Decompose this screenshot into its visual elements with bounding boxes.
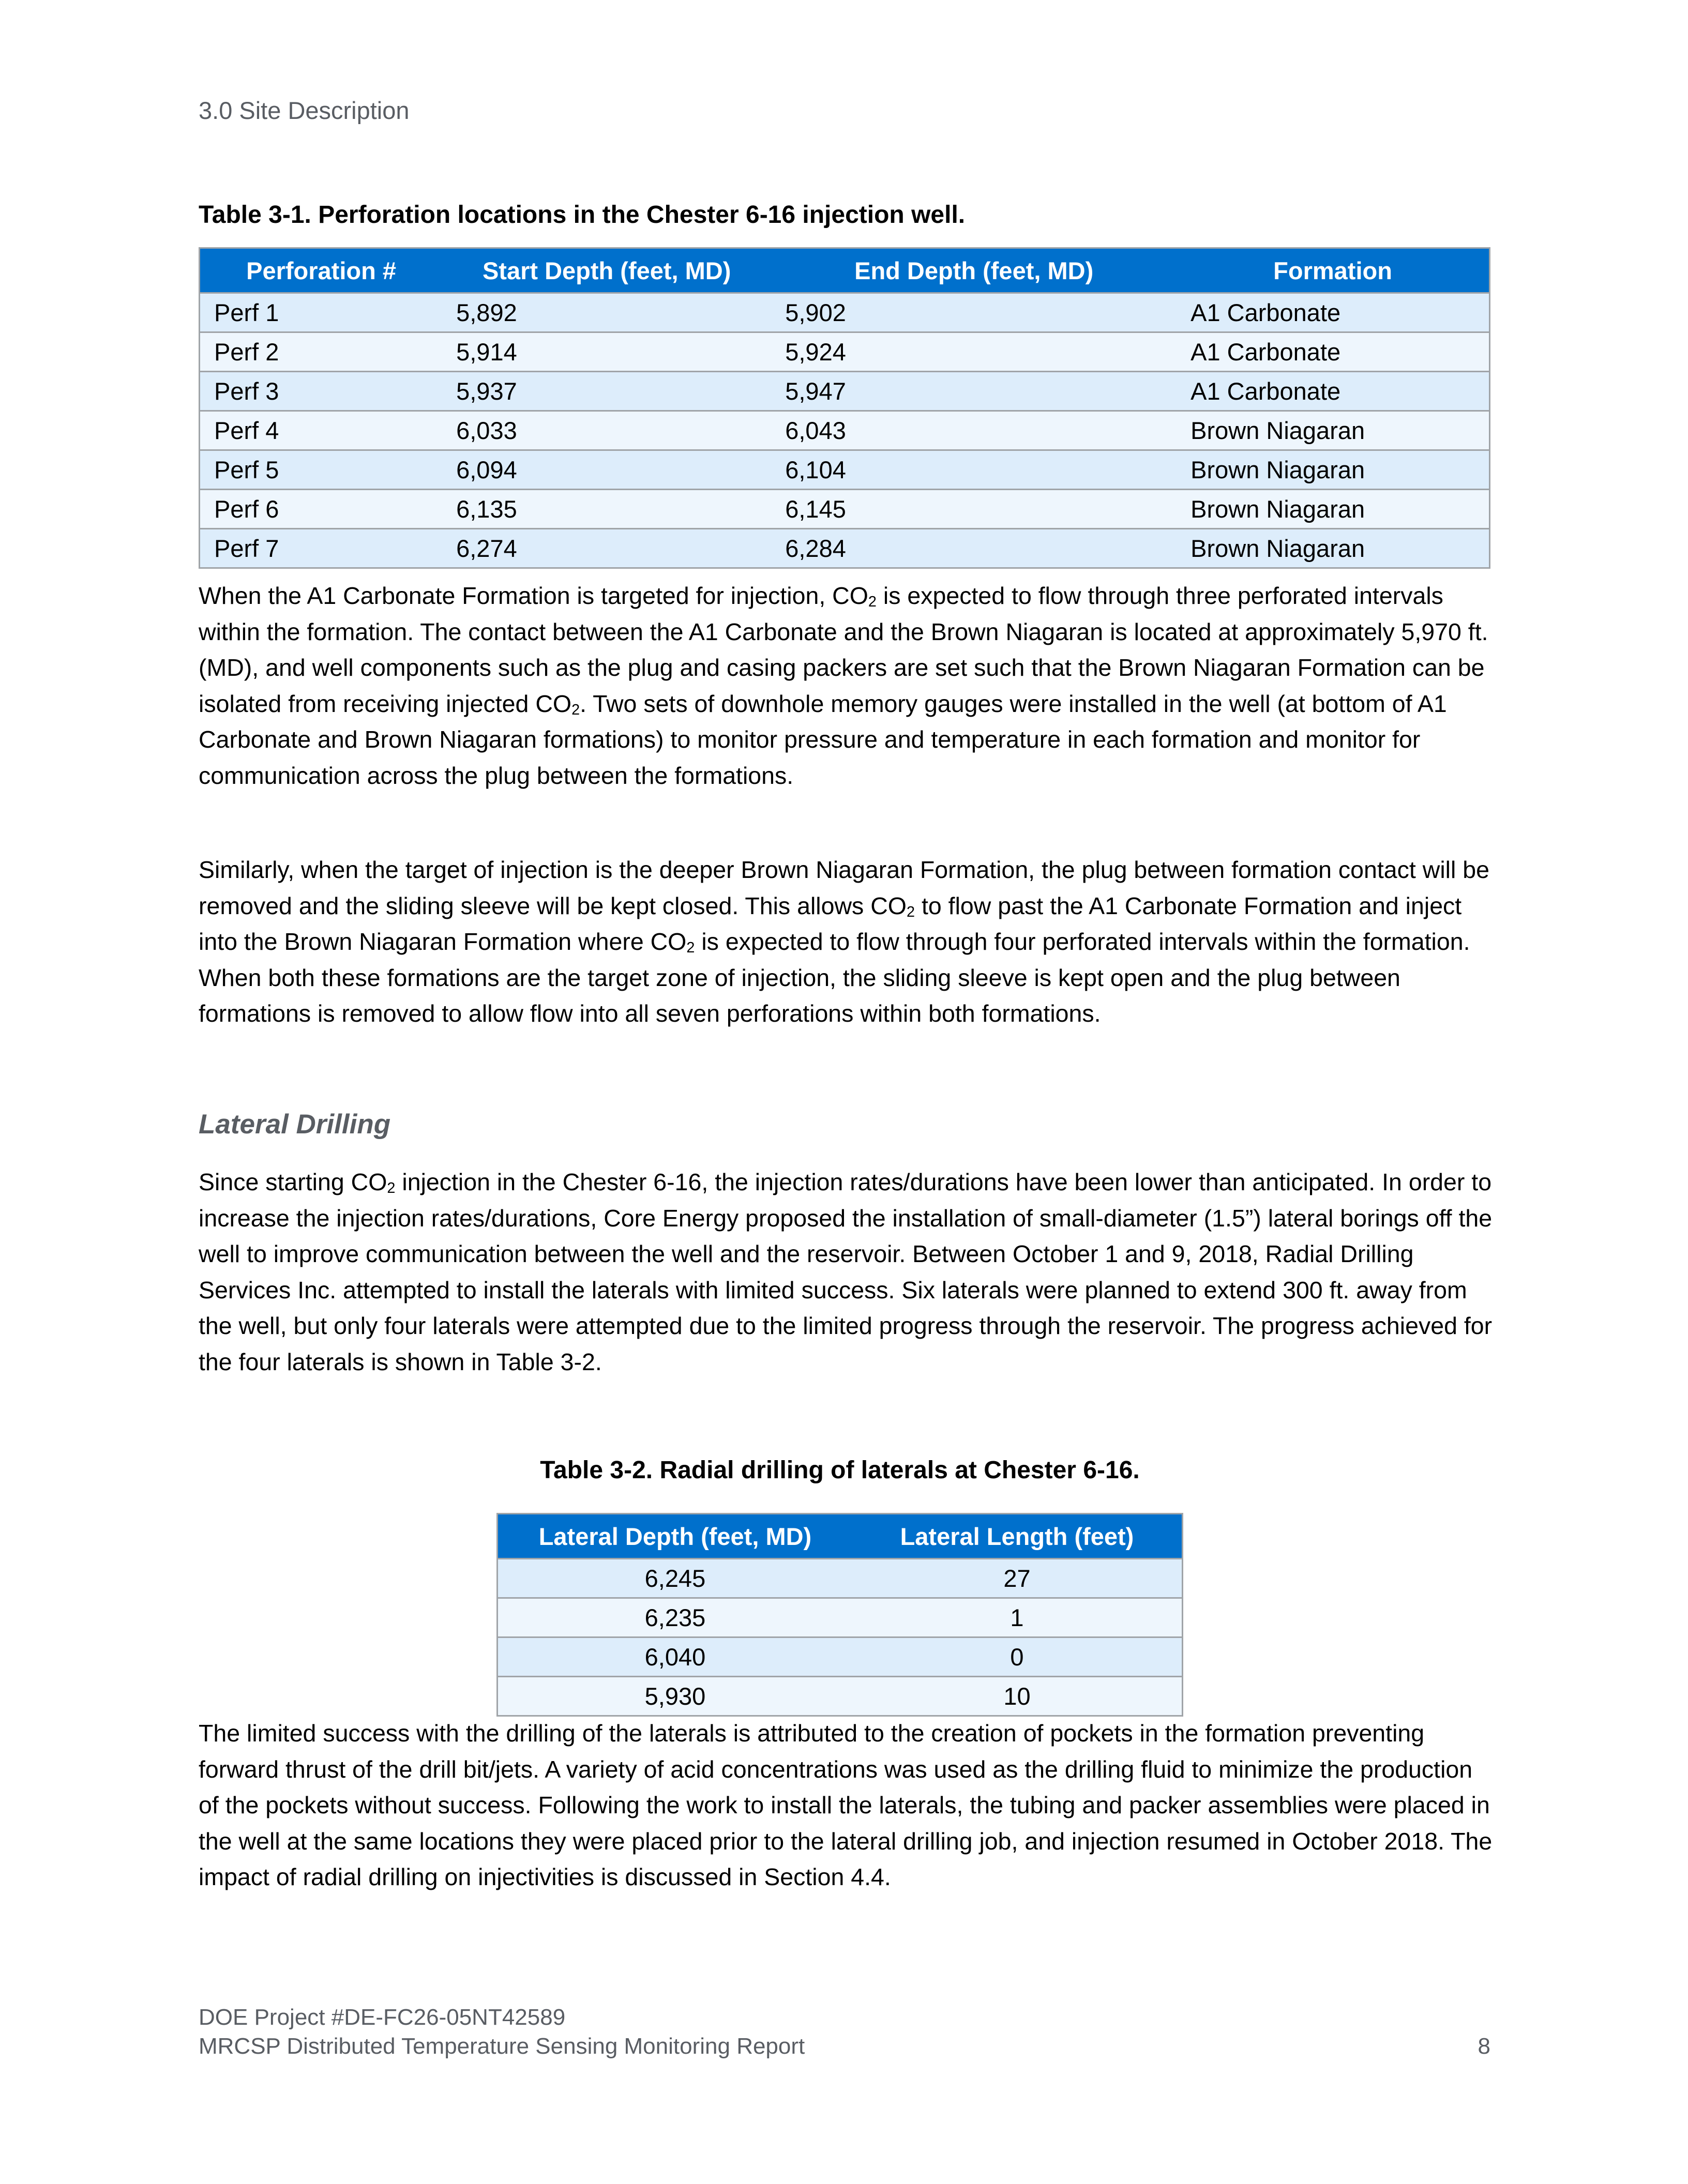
table-row [200, 529, 1490, 568]
cell-perforation: Perf 4 [200, 411, 443, 450]
table-row [200, 450, 1490, 490]
cell-formation: Brown Niagaran [1177, 411, 1489, 450]
cell-perforation: Perf 7 [200, 529, 443, 568]
subscript: 2 [686, 939, 695, 957]
cell-lateral-depth: 6,245 [498, 1559, 852, 1598]
section-subheading: Lateral Drilling [199, 1109, 391, 1140]
cell-start-depth: 5,937 [442, 372, 771, 411]
col-header-end-depth: End Depth (feet, MD) [771, 248, 1177, 293]
running-header: 3.0 Site Description [199, 97, 410, 124]
subscript: 2 [868, 594, 877, 611]
cell-lateral-length: 27 [852, 1559, 1183, 1598]
paragraph-brown-niagaran-injection [199, 852, 1497, 1032]
table-row [498, 1637, 1183, 1677]
table-3-1-caption: Table 3-1. Perforation locations in the Chester 6-16 injection well. [199, 201, 966, 229]
paragraph-a1-carbonate-injection [199, 578, 1497, 794]
table-row [200, 490, 1490, 529]
table-row [498, 1677, 1183, 1716]
text-run: When the A1 Carbonate Formation is targeted for injection, CO [199, 582, 868, 609]
cell-perforation: Perf 1 [200, 293, 443, 332]
col-header-lateral-depth: Lateral Depth (feet, MD) [498, 1514, 852, 1559]
table-row [498, 1598, 1183, 1637]
col-header-formation: Formation [1177, 248, 1489, 293]
cell-formation: Brown Niagaran [1177, 529, 1489, 568]
table-row [200, 332, 1490, 372]
cell-start-depth: 6,135 [442, 490, 771, 529]
table-row [200, 293, 1490, 332]
col-header-start-depth: Start Depth (feet, MD) [442, 248, 771, 293]
text-run: Similarly, when the target of injection is the deeper Brown Niagaran Formation, the plug between formation contact will be removed and the sliding sleeve will be kept closed. This allows CO [199, 856, 1489, 919]
table-3-2-caption: Table 3-2. Radial drilling of laterals at Chester 6-16. [540, 1457, 1140, 1484]
cell-end-depth: 5,902 [771, 293, 1177, 332]
table-header-row [498, 1514, 1183, 1559]
paragraph-lateral-drilling [199, 1164, 1497, 1381]
cell-perforation: Perf 5 [200, 450, 443, 490]
text-run: injection in the Chester 6-16, the injection rates/durations have been lower than anticipated. In order to increase the injection rates/durations, Core Energy proposed the installation of small-diameter (1.5”) lateral borings off the well to improve communication between the well and the reservoir. Between October 1 and 9, 2018, Radial Drilling Services Inc. attempted to install the laterals with limited success. Six laterals were planned to extend 300 ft. away from the well, but only four laterals were attempted due to the limited progress through the reservoir. The progress achieved for the four laterals is shown in Table 3-2. [199, 1169, 1493, 1375]
page-number: 8 [1478, 2034, 1490, 2059]
cell-start-depth: 6,033 [442, 411, 771, 450]
subscript: 2 [387, 1180, 396, 1197]
cell-end-depth: 6,043 [771, 411, 1177, 450]
text-run: . Two sets of downhole memory gauges were installed in the well (at bottom of A1 Carbonate and Brown Niagaran formations) to monitor pressure and temperature in each formation and monitor for communication across the plug between the formations. [199, 690, 1447, 789]
cell-formation: A1 Carbonate [1177, 293, 1489, 332]
text-run: Since starting CO [199, 1169, 387, 1195]
cell-formation: Brown Niagaran [1177, 490, 1489, 529]
radial-drilling-table [496, 1513, 1183, 1717]
cell-perforation: Perf 6 [200, 490, 443, 529]
paragraph-limited-success: The limited success with the drilling of the laterals is attributed to the creation of pockets in the formation preventing forward thrust of the drill bit/jets. A variety of acid concentrations was used as the drilling fluid to minimize the production of the pockets without success. Following the work to install the laterals, the tubing and packer assemblies were placed in the well at the same locations they were placed prior to the lateral drilling job, and injection resumed in October 2018. The impact of radial drilling on injectivities is discussed in Section 4.4. [199, 1720, 1493, 1891]
col-header-lateral-length: Lateral Length (feet) [852, 1514, 1183, 1559]
cell-end-depth: 6,284 [771, 529, 1177, 568]
cell-formation: A1 Carbonate [1177, 332, 1489, 372]
text-run: is expected to flow through four perforated intervals within the formation. When both these formations are the target zone of injection, the sliding sleeve is kept open and the plug between formations is removed to allow flow into all seven perforations within both formations. [199, 928, 1470, 1027]
cell-formation: Brown Niagaran [1177, 450, 1489, 490]
cell-start-depth: 5,892 [442, 293, 771, 332]
text-run: to flow past the A1 Carbonate Formation and inject into the Brown Niagaran Formation where CO [199, 892, 1462, 956]
cell-end-depth: 5,947 [771, 372, 1177, 411]
table-row [200, 411, 1490, 450]
cell-start-depth: 5,914 [442, 332, 771, 372]
text-run: is expected to flow through three perforated intervals within the formation. The contact between the A1 Carbonate and the Brown Niagaran is located at approximately 5,970 ft. (MD), and well components such as the plug and casing packers are set such that the Brown Niagaran Formation can be isolated from receiving injected CO [199, 582, 1488, 717]
cell-formation: A1 Carbonate [1177, 372, 1489, 411]
cell-lateral-length: 1 [852, 1598, 1183, 1637]
cell-lateral-length: 0 [852, 1637, 1183, 1677]
cell-end-depth: 6,104 [771, 450, 1177, 490]
subscript: 2 [571, 701, 580, 718]
cell-end-depth: 6,145 [771, 490, 1177, 529]
cell-lateral-depth: 6,040 [498, 1637, 852, 1677]
cell-start-depth: 6,274 [442, 529, 771, 568]
cell-perforation: Perf 3 [200, 372, 443, 411]
cell-perforation: Perf 2 [200, 332, 443, 372]
table-row [200, 372, 1490, 411]
cell-start-depth: 6,094 [442, 450, 771, 490]
table-row [498, 1559, 1183, 1598]
col-header-perforation: Perforation # [200, 248, 443, 293]
table-header-row [200, 248, 1490, 293]
footer-report-title: MRCSP Distributed Temperature Sensing Monitoring Report [199, 2034, 805, 2059]
subscript: 2 [906, 903, 915, 920]
perforation-table [199, 247, 1490, 569]
cell-lateral-depth: 6,235 [498, 1598, 852, 1637]
footer-project-number: DOE Project #DE-FC26-05NT42589 [199, 2005, 566, 2030]
cell-lateral-length: 10 [852, 1677, 1183, 1716]
cell-lateral-depth: 5,930 [498, 1677, 852, 1716]
cell-end-depth: 5,924 [771, 332, 1177, 372]
